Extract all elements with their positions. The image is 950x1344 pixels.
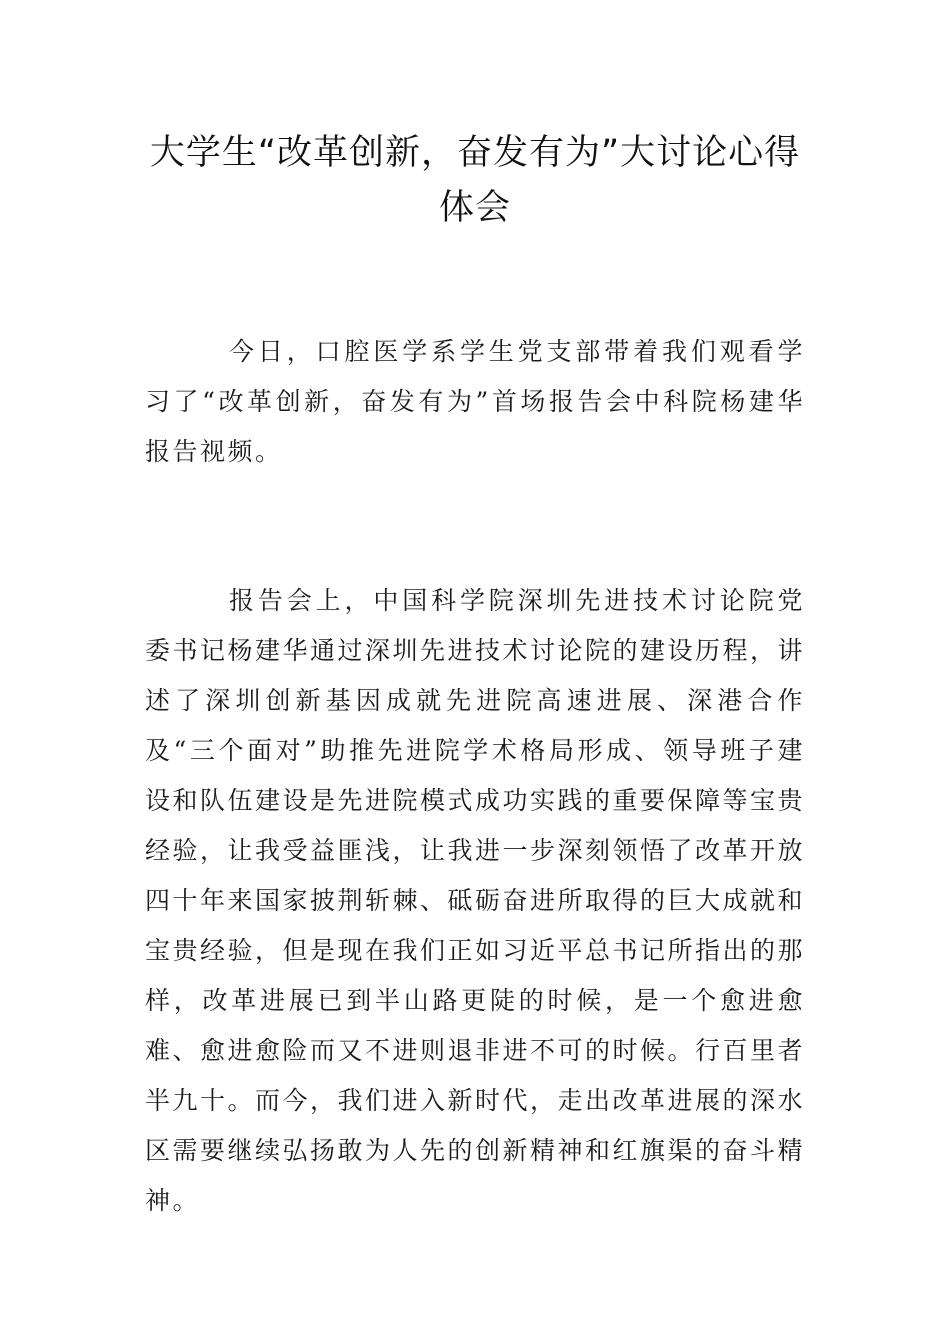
document-title: 大学生“改革创新，奋发有为”大讨论心得体会 xyxy=(149,133,801,228)
paragraph-report: 报告会上，中国科学院深圳先进技术讨论院党委书记杨建华通过深圳先进技术讨论院的建设历程，讲述了深圳创新基因成就先进院高速进展、深港合作及“三个面对”助推先进院学术格局形成、领导班子建设和队伍建设是先进院模式成功实践的重要保障等宝贵经验，让我受益匪浅，让我进一步深刻领悟了改革开放四十年来国家披荆斩棘、砥砺奋进所取得的巨大成就和宝贵经验，但是现在我们正如习近平总书记所指出的那样，改革进展已到半山路更陡的时候，是一个愈进愈难、愈进愈险而又不进则退非进不可的时候。行百里者半九十。而今，我们进入新时代，走出改革进展的深水区需要继续弘扬敢为人先的创新精神和红旗渠的奋斗精神。 xyxy=(145,586,806,1215)
paragraph-intro: 今日，口腔医学系学生党支部带着我们观看学习了“改革创新，奋发有为”首场报告会中科院杨建华报告视频。 xyxy=(145,337,805,466)
